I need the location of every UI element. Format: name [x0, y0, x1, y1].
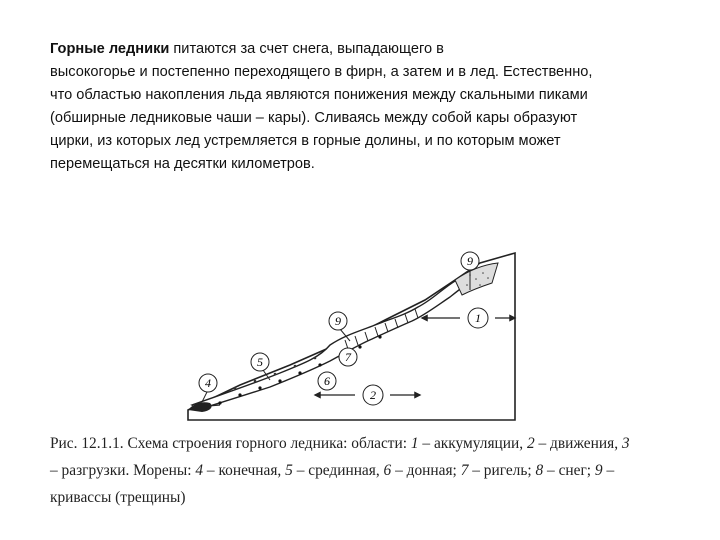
- caption-t6: – донная;: [391, 462, 461, 479]
- caption-n5: 5: [285, 462, 293, 479]
- caption-line-3: кривассы (трещины): [50, 489, 186, 506]
- caption-t9: –: [602, 462, 615, 479]
- label-9-text: 9: [335, 314, 341, 328]
- intro-line-4: (обширные ледниковые чаши – кары). Сливаясь между собой кары образуют: [50, 110, 578, 126]
- glacier-diagram: [180, 245, 520, 425]
- caption-n9: 9: [594, 462, 603, 479]
- label-8: [461, 252, 479, 270]
- caption-n8: 8: [535, 462, 544, 479]
- label-7-text: 7: [345, 350, 351, 364]
- label-1-text: 1: [475, 311, 481, 325]
- label-5-text: 5: [257, 355, 263, 369]
- caption-t3: – разгрузки. Морены:: [50, 462, 196, 479]
- caption-n6: 6: [383, 462, 392, 479]
- intro-line-6: перемещаться на десятки километров.: [50, 156, 315, 172]
- intro-line-2: высокогорье и постепенно переходящего в фирн, а затем и в лед. Естественно,: [50, 64, 593, 80]
- label-7: [339, 348, 357, 366]
- caption-line-1: [50, 430, 670, 457]
- caption-t8: – снег;: [543, 462, 595, 479]
- label-4: [199, 374, 217, 392]
- caption-t7: – ригель;: [468, 462, 536, 479]
- label-1: [468, 308, 488, 328]
- label-8-text: 9: [467, 254, 473, 268]
- label-2: [363, 385, 383, 405]
- caption-n4: 4: [195, 462, 204, 479]
- intro-line-3: что областью накопления льда являются понижения между скальными пиками: [50, 87, 588, 103]
- figure-caption: [50, 430, 670, 511]
- label-5: [251, 353, 269, 371]
- caption-n2: 2: [526, 435, 535, 452]
- label-6-text: 6: [324, 374, 330, 388]
- caption-t5: – срединная,: [292, 462, 384, 479]
- caption-n3: 3: [621, 435, 630, 452]
- caption-prefix: Рис. 12.1.1. Схема строения горного ледника: области:: [50, 435, 411, 452]
- intro-paragraph: [50, 38, 675, 176]
- label-6: [318, 372, 336, 390]
- intro-line-1: [50, 38, 675, 61]
- intro-line-5: цирки, из которых лед устремляется в горные долины, и по которым может: [50, 133, 561, 149]
- caption-t2: – движения,: [534, 435, 622, 452]
- caption-line-2: [50, 457, 670, 484]
- caption-n7: 7: [460, 462, 469, 479]
- caption-t4: – конечная,: [203, 462, 286, 479]
- label-2-text: 2: [370, 388, 376, 402]
- caption-n1: 1: [410, 435, 419, 452]
- label-4-text: 4: [205, 376, 211, 390]
- intro-line-1-text: питаются за счет снега, выпадающего в: [169, 41, 444, 57]
- intro-bold-term: Горные ледники: [50, 41, 170, 57]
- caption-t1: – аккумуляции,: [418, 435, 527, 452]
- label-9: [329, 312, 347, 330]
